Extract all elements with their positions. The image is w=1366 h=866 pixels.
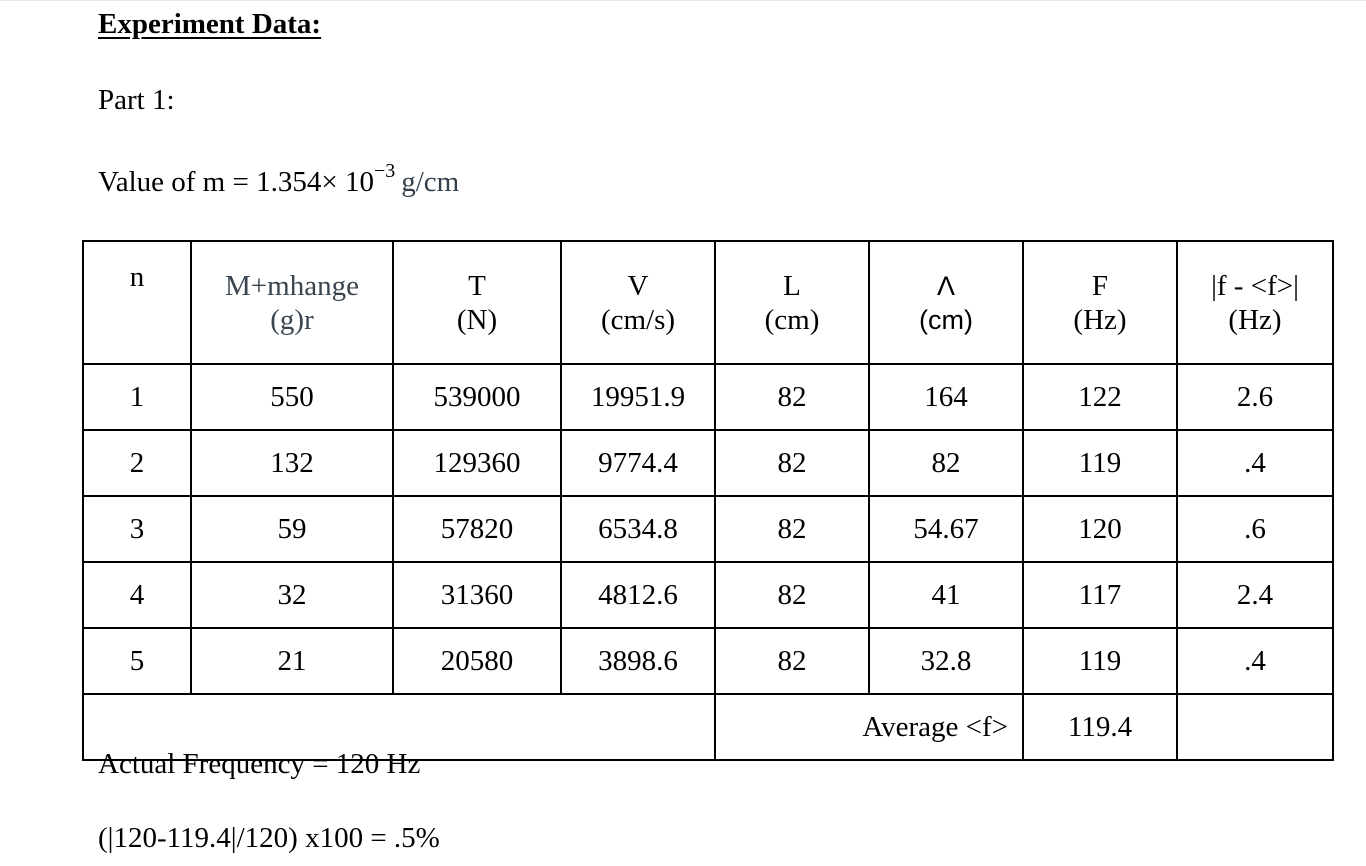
cell-n: 5 (83, 628, 191, 694)
cell-deviation: .4 (1177, 628, 1333, 694)
cell-deviation: 2.6 (1177, 364, 1333, 430)
header-cell-deviation: |f - <f>| (Hz) (1177, 241, 1333, 364)
cell-mass: 59 (191, 496, 393, 562)
cell-mass: 132 (191, 430, 393, 496)
cell-wavelength: 54.67 (869, 496, 1023, 562)
percent-error-calculation: (|120-119.4|/120) x100 = .5% (98, 822, 440, 854)
cell-frequency: 122 (1023, 364, 1177, 430)
header-cell-length: L (cm) (715, 241, 869, 364)
average-row-blank-cell (1177, 694, 1333, 760)
experiment-data-table (82, 240, 1334, 761)
cell-n: 3 (83, 496, 191, 562)
cell-velocity: 19951.9 (561, 364, 715, 430)
mass-density-exponent: −3 (373, 160, 396, 182)
cell-length: 82 (715, 562, 869, 628)
cell-wavelength: 32.8 (869, 628, 1023, 694)
cell-frequency: 119 (1023, 628, 1177, 694)
header-cell-wavelength: Λ (cm) (869, 241, 1023, 364)
header-cell-n: n (83, 241, 191, 364)
cell-length: 82 (715, 430, 869, 496)
cell-tension: 539000 (393, 364, 561, 430)
table-row (83, 628, 1333, 694)
cell-wavelength: 82 (869, 430, 1023, 496)
document-heading: Experiment Data: (98, 8, 322, 40)
cell-frequency: 120 (1023, 496, 1177, 562)
cell-n: 4 (83, 562, 191, 628)
cell-mass: 21 (191, 628, 393, 694)
table-row (83, 562, 1333, 628)
mass-density-line (98, 160, 460, 199)
cell-mass: 32 (191, 562, 393, 628)
cell-length: 82 (715, 628, 869, 694)
cell-velocity: 6534.8 (561, 496, 715, 562)
header-cell-tension: T (N) (393, 241, 561, 364)
cell-deviation: .4 (1177, 430, 1333, 496)
table-row (83, 496, 1333, 562)
cell-mass: 550 (191, 364, 393, 430)
table-header-row (83, 241, 1333, 364)
cell-tension: 129360 (393, 430, 561, 496)
header-cell-frequency: F (Hz) (1023, 241, 1177, 364)
cell-tension: 31360 (393, 562, 561, 628)
actual-frequency: Actual Frequency = 120 Hz (98, 748, 421, 780)
cell-frequency: 119 (1023, 430, 1177, 496)
cell-tension: 57820 (393, 496, 561, 562)
cell-n: 1 (83, 364, 191, 430)
cell-deviation: .6 (1177, 496, 1333, 562)
cell-frequency: 117 (1023, 562, 1177, 628)
cell-length: 82 (715, 364, 869, 430)
cell-deviation: 2.4 (1177, 562, 1333, 628)
cell-wavelength: 164 (869, 364, 1023, 430)
header-cell-mass: M+mhange (g)r (191, 241, 393, 364)
cell-wavelength: 41 (869, 562, 1023, 628)
average-value: 119.4 (1023, 694, 1177, 760)
cell-length: 82 (715, 496, 869, 562)
header-cell-velocity: V (cm/s) (561, 241, 715, 364)
table-row (83, 430, 1333, 496)
table-row (83, 364, 1333, 430)
mass-density-prefix: Value of m = 1.354× 10 (98, 166, 374, 198)
cell-velocity: 3898.6 (561, 628, 715, 694)
cell-n: 2 (83, 430, 191, 496)
average-label: Average <f> (715, 694, 1023, 760)
cell-tension: 20580 (393, 628, 561, 694)
top-divider (0, 0, 1366, 1)
cell-velocity: 4812.6 (561, 562, 715, 628)
mass-density-unit: g/cm (401, 166, 460, 198)
part-label: Part 1: (98, 84, 175, 116)
cell-velocity: 9774.4 (561, 430, 715, 496)
